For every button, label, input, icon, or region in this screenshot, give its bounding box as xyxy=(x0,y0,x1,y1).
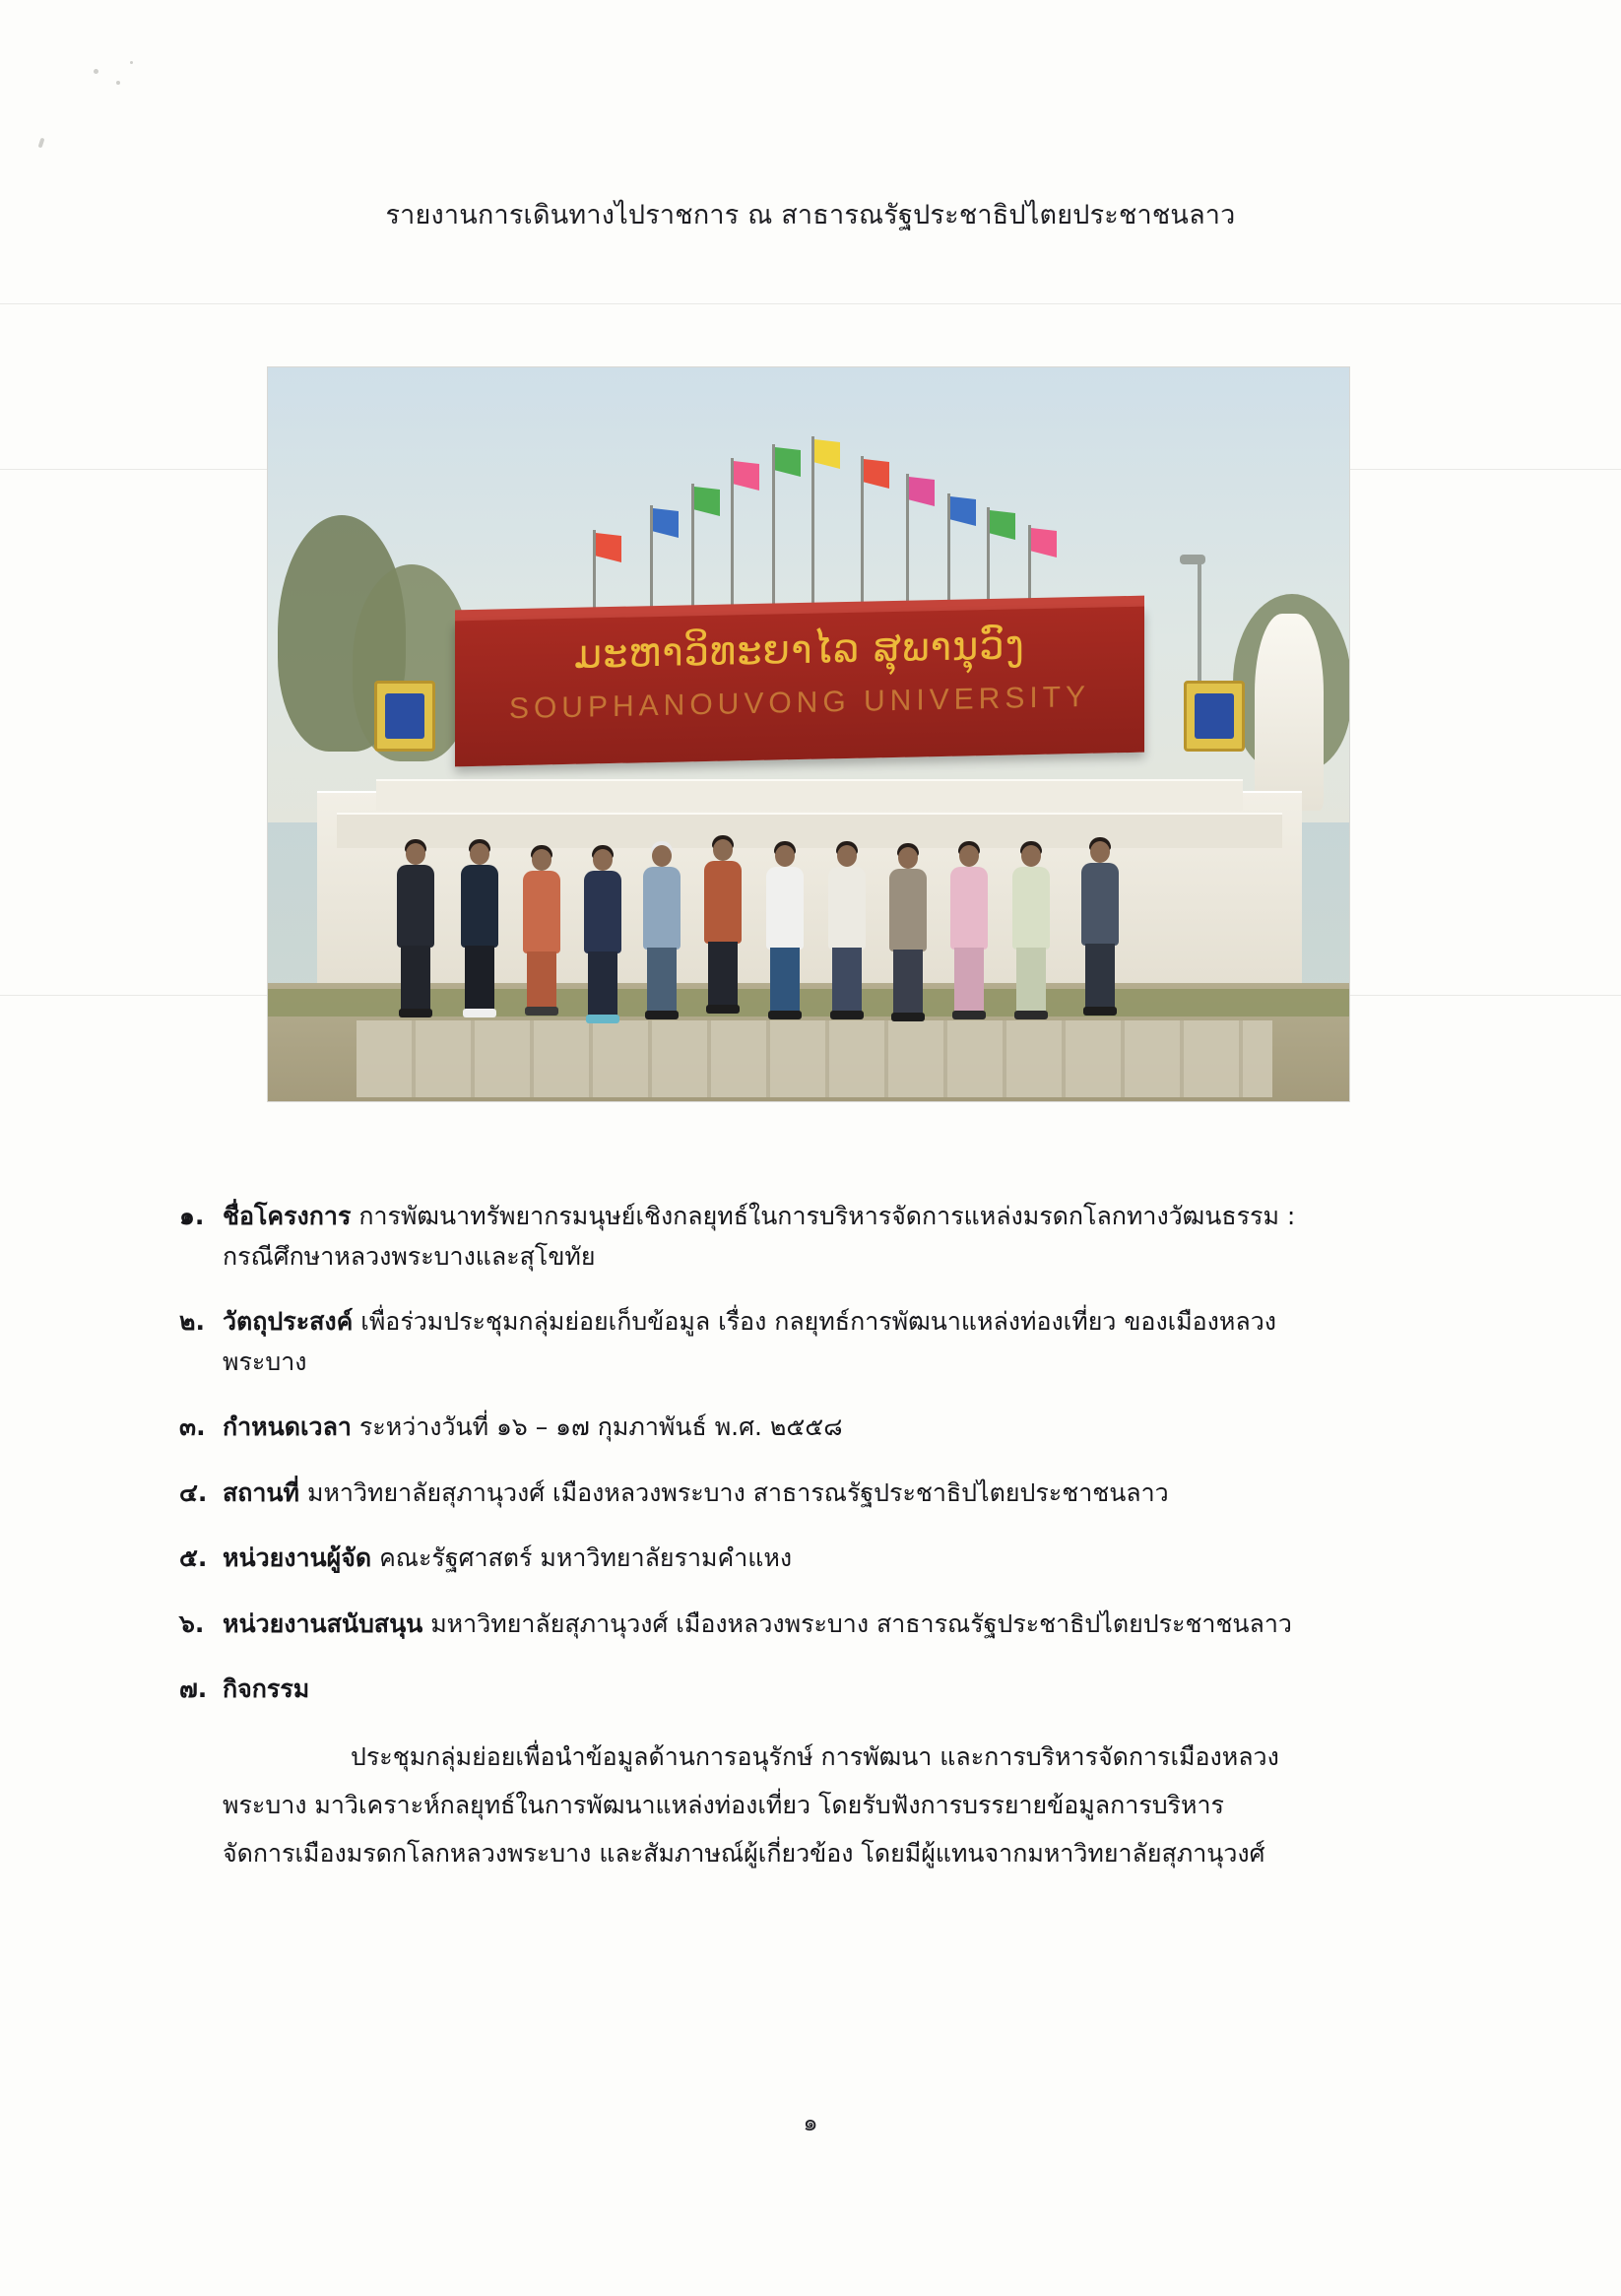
activities-paragraph xyxy=(179,1736,1450,1874)
list-item xyxy=(179,1302,1450,1382)
paragraph-line xyxy=(223,1736,1450,1778)
list-item xyxy=(179,1408,1450,1448)
item-text-line2: กรณีศึกษาหลวงพระบางและสุโขทัย xyxy=(223,1241,596,1271)
scan-artifact-line xyxy=(0,303,1621,304)
flag-pole xyxy=(811,436,814,622)
university-sign xyxy=(455,607,1144,767)
university-emblem-icon xyxy=(1184,681,1245,752)
list-item-activities xyxy=(179,1670,1450,1710)
item-label: วัตถุประสงค์ xyxy=(223,1307,354,1336)
paragraph-line: จัดการเมืองมรดกโลกหลวงพระบาง และสัมภาษณ์ผู้เกี่ยวข้อง โดยมีผู้แทนจากมหาวิทยาลัยสุภานุวงศ์ xyxy=(223,1838,1265,1868)
item-text: มหาวิทยาลัยสุภานุวงศ์ เมืองหลวงพระบาง สาธารณรัฐประชาธิปไตยประชาชนลาว xyxy=(299,1477,1169,1507)
photo-pavement xyxy=(357,1020,1272,1097)
item-text: การพัฒนาทรัพยากรมนุษย์เชิงกลยุทธ์ในการบริหารจัดการแหล่งมรดกโลกทางวัฒนธรรม : xyxy=(351,1202,1296,1230)
item-number: ๒. xyxy=(179,1307,205,1336)
flag-pole xyxy=(650,505,653,622)
list-item xyxy=(179,1197,1450,1277)
item-text: ระหว่างวันที่ ๑๖ – ๑๗ กุมภาพันธ์ พ.ศ. ๒๕๕๘ xyxy=(351,1412,843,1441)
list-item xyxy=(179,1605,1450,1645)
page-number: ๑ xyxy=(803,2109,818,2136)
item-number: ๓. xyxy=(179,1412,206,1441)
flag-pole xyxy=(906,474,909,622)
university-emblem-icon xyxy=(374,681,435,752)
item-number: ๗. xyxy=(179,1674,208,1703)
flag-pole xyxy=(691,484,694,622)
item-label: หน่วยงานผู้จัด xyxy=(223,1543,372,1572)
item-label: กิจกรรม xyxy=(223,1674,310,1703)
item-label: ชื่อโครงการ xyxy=(223,1202,352,1230)
paragraph-text: ประชุมกลุ่มย่อยเพื่อนำข้อมูลด้านการอนุรักษ์ การพัฒนา และการบริหารจัดการเมืองหลวง xyxy=(351,1741,1279,1771)
scan-speck xyxy=(94,69,98,74)
scan-speck xyxy=(116,81,120,85)
monument-step xyxy=(376,779,1243,811)
paragraph-line: พระบาง มาวิเคราะห์กลยุทธ์ในการพัฒนาแหล่งท่องเที่ยว โดยรับฟังการบรรยายข้อมูลการบริหาร xyxy=(223,1790,1224,1819)
flag-pole xyxy=(772,444,775,622)
white-stupa xyxy=(1255,614,1324,811)
page-title: รายงานการเดินทางไปราชการ ณ สาธารณรัฐประชาธิปไตยประชาชนลาว xyxy=(385,200,1236,230)
scan-speck xyxy=(130,61,133,64)
item-label: สถานที่ xyxy=(223,1477,300,1507)
item-number: ๖. xyxy=(179,1608,205,1638)
item-text: เพื่อร่วมประชุมกลุ่มย่อยเก็บข้อมูล เรื่อง กลยุทธ์การพัฒนาแหล่งท่องเที่ยว ของเมืองหลวง xyxy=(353,1307,1276,1336)
item-label: หน่วยงานสนับสนุน xyxy=(223,1608,423,1638)
group-photo xyxy=(268,367,1349,1101)
item-text-line2: พระบาง xyxy=(223,1346,307,1376)
flag-pole xyxy=(861,456,864,622)
flag-pole xyxy=(731,458,734,622)
item-number: ๔. xyxy=(179,1477,208,1507)
report-body xyxy=(179,1197,1450,1874)
item-number: ๕. xyxy=(179,1543,208,1572)
list-item xyxy=(179,1539,1450,1579)
sign-text-english: SOUPHANOUVONG UNIVERSITY xyxy=(508,680,1091,726)
item-label: กำหนดเวลา xyxy=(223,1412,352,1441)
item-number: ๑. xyxy=(179,1202,205,1230)
sign-text-lao: ມະຫາວິທະຍາໄລ ສຸພານຸວົງ xyxy=(574,623,1025,678)
item-text: มหาวิทยาลัยสุภานุวงศ์ เมืองหลวงพระบาง สาธารณรัฐประชาธิปไตยประชาชนลาว xyxy=(422,1608,1292,1638)
item-text: คณะรัฐศาสตร์ มหาวิทยาลัยรามคำแหง xyxy=(371,1543,793,1572)
list-item xyxy=(179,1474,1450,1514)
scan-speck xyxy=(38,138,45,149)
